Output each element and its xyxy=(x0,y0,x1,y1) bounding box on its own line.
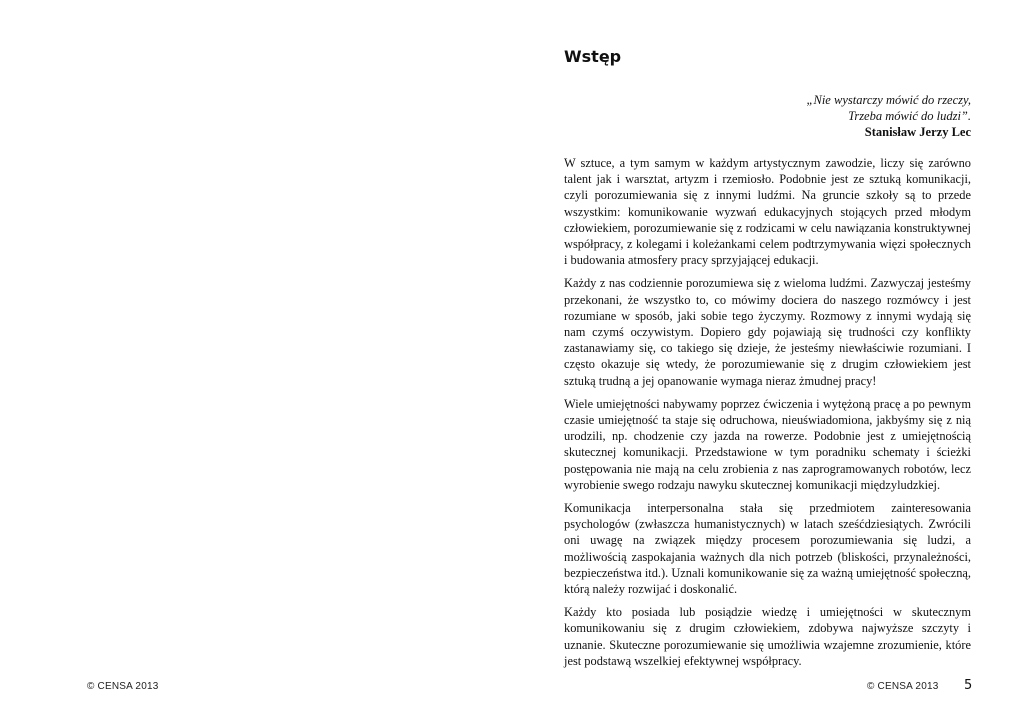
epigraph-line-1: „Nie wystarczy mówić do rzeczy, xyxy=(806,93,971,107)
page-title: Wstęp xyxy=(564,47,622,66)
page-number: 5 xyxy=(964,678,973,693)
paragraph-1: W sztuce, a tym samym w każdym artystycznym zawodzie, liczy się zarówno talent jak i warsztat, artyzm i rzemiosło. Podobnie jest ze sztuką komunikacji, czyli porozumiewania się z innymi ludźmi. Na gruncie szkoły są to przede wszystkim: komunikowanie wyzwań edukacyjnych stojących przed młodym człowiekiem, porozumiewanie się z rodzicami w celu nawiązania konstruktywnej współpracy, z kolegami i koleżankami celem podtrzymywania więzi społecznych i budowania atmosfery pracy sprzyjającej edukacji. xyxy=(564,156,971,268)
left-footer-copyright: © CENSA 2013 xyxy=(87,681,159,692)
epigraph-author: Stanisław Jerzy Lec xyxy=(864,125,971,139)
paragraph-3: Wiele umiejętności nabywamy poprzez ćwiczenia i wytężoną pracę a po pewnym czasie umiejętność ta staje się odruchowa, nieuświadomiona, jakbyśmy się z nią urodzili, np. chodzenie czy jazda na rowerze. Podobnie jest z umiejętnością skutecznej komunikacji. Przedstawione w tym poradniku schematy i ścieżki postępowania nie mają na celu zrobienia z nas zaprogramowanych robotów, lecz wyrobienie swego rodzaju nawyku skutecznej komunikacji międzyludzkiej. xyxy=(564,396,971,492)
right-page xyxy=(512,0,1024,727)
epigraph xyxy=(591,92,971,140)
paragraph-5: Każdy kto posiada lub posiądzie wiedzę i umiejętności w skutecznym komunikowaniu się z drugim człowiekiem, zdobywa najwyższe szczyty i uznanie. Skuteczne porozumiewanie się umożliwia wzajemne zrozumienie, które jest podstawą wszelkiej efektywnej współpracy. xyxy=(564,605,971,668)
paragraph-2: Każdy z nas codziennie porozumiewa się z wieloma ludźmi. Zazwyczaj jesteśmy przekonani, że wszystko to, co mówimy dociera do naszego rozmówcy i jest rozumiane w sposób, jaki sobie tego życzymy. Rozmowy z innymi wydają się nam czymś oczywistym. Dopiero gdy pojawiają się trudności czy konflikty zastanawiamy się, co takiego się dzieje, że jesteśmy niewłaściwie rozumiani. I często okazuje się wtedy, że porozumiewanie się z drugim człowiekiem jest sztuką trudną a jej opanowanie wymaga nieraz żmudnej pracy! xyxy=(564,276,971,388)
paragraph-4: Komunikacja interpersonalna stała się przedmiotem zainteresowania psychologów (zwłaszcza humanistycznych) w latach sześćdziesiątych. Zwrócili oni uwagę na związek między procesem porozumiewania się ludzi, a możliwością zaspokajania ważnych dla nich potrzeb (bliskości, przynależności, bezpieczeństwa itd.). Uznali komunikowanie się za ważną umiejętność społeczną, którą należy rozwijać i doskonalić. xyxy=(564,501,972,597)
right-footer-copyright: © CENSA 2013 xyxy=(867,681,939,692)
epigraph-line-2: Trzeba mówić do ludzi”. xyxy=(848,109,971,123)
body-text xyxy=(564,155,971,676)
